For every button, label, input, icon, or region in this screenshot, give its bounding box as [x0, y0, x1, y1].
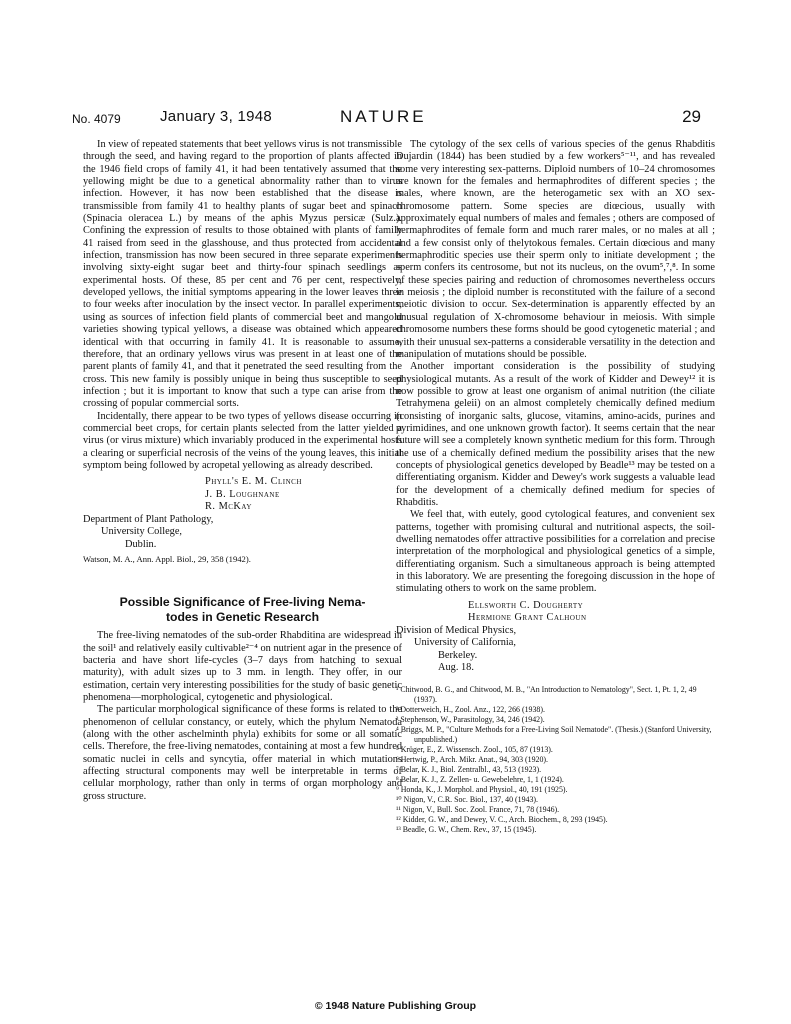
article1-signature: [83, 476, 402, 551]
reference-item: ⁴ Briggs, M. P., "Culture Methods for a Free-Living Soil Nematode". (Thesis.) (Stanford University, unpublished.): [396, 724, 712, 744]
reference-item: ¹⁰ Nigon, V., C.R. Soc. Biol., 137, 40 (1943).: [396, 794, 539, 804]
affiliation-line: Division of Medical Physics,: [396, 624, 517, 636]
article2-paragraph-2: The particular morphological significance of these forms is related to the phenomenon of cellular constancy, or eutely, which the phylum Nematoda (along with the other aschelminth phyla) exhibits for some or all somatic cells. Therefore, the free-living nematodes, containing at most a few hundred somatic nuclei in cells and syncytia, offer material in which mutations affecting structural components may well be interpretable in terms of cellular morphology, rather than only in terms of organ morphology and gross structure.: [83, 704, 402, 802]
journal-title: NATURE: [340, 107, 427, 126]
right-column: [396, 139, 715, 835]
affiliation-line: Department of Plant Pathology,: [83, 514, 214, 526]
article2-paragraph-1: The free-living nematodes of the sub-order Rhabditina are widespread in the soil¹ and relatively easily cultivable²⁻⁴ on nutrient agar in the presence of bacteria and have short life-cycles (3–7 days from hatching to sexual maturity), with adult sizes up to 3 mm. in length. They offer, in our estimation, certain very interesting possibilities for the study of basic genetic phenomena—morphological, cytogenetic and physiological.: [83, 630, 402, 703]
issue-number: No. 4079: [72, 112, 121, 126]
author-affiliation: [83, 514, 402, 551]
author-name: Ellsworth C. Dougherty: [468, 599, 584, 611]
article2-title-line: Possible Significance of Free-living Nema-: [119, 595, 366, 610]
page-header: [72, 108, 701, 128]
reference-item: ⁸ Belar, K. J., Z. Zellen- u. Gewebelehre, 1, 1 (1924).: [396, 774, 564, 784]
article2-paragraph-4: Another important consideration is the possibility of studying physiological mutants. As a result of the work of Kidder and Dewey¹² it is now possible to grow at least one organism of animal nutrition (the ciliate Tetrahymena geleii) on an almost completely chemically defined medium (consisting of inorganic salts, glucose, vitamins, amino-acids, purines and pyrimidines, and one unknown growth factor). It seems certain that the near future will see a completely known synthetic medium for this form. Through the use of a chemically defined medium the possibility arises that the new concepts of physiological genetics developed by Beadle¹³ may be tested on a differentiating organism. Kidder and Dewey's work suggests a valuable lead for the development of a chemically defined medium for species of Rhabditis.: [396, 361, 715, 508]
reference-item: ⁷ Belar, K. J., Biol. Zentralbl., 43, 513 (1923).: [396, 764, 542, 774]
article2-title: [83, 595, 402, 624]
left-column: [83, 139, 402, 803]
author-name: Phyll's E. M. Clinch: [205, 476, 302, 488]
reference-item: ¹² Kidder, G. W., and Dewey, V. C., Arch. Biochem., 8, 293 (1945).: [396, 814, 608, 824]
affiliation-line: University College,: [101, 526, 183, 538]
article2-paragraph-3: The cytology of the sex cells of various species of the genus Rhabditis Dujardin (1844) has been studied by a few workers⁵⁻¹¹, and has revealed some very interesting sex-patterns. Diploid numbers of 10–24 chromosomes are known for the females and hermaphrodites of different species ; the males, where known, are the heterogametic sex with an XO sex-chromosome pattern. Some species are diœcious, usually with approximately equal numbers of males and females ; others are composed of hermaphrodites of female form and much rarer males, or no males at all ; and a few consist only of thelytokous females. Certain diœcious and many hermaphroditic species use their sperm only to initiate development ; the sperm confers its centrosome, but not its nucleus, on the ovum⁵,⁷,⁸. In some of these species pairing and reduction of chromosomes nevertheless occurs in meiosis ; the diploid number is reconstituted with the failure of a second meiotic division to occur. Sex-determination is apparently effected by an unusual regulation of X-chromosome behaviour in meiosis. With simple chromosome numbers these forms should be good cytogenetic material ; and with their unusual sex-patterns a considerable versatility in the detection and manipulation of mutations should be possible.: [396, 139, 715, 360]
issue-date: January 3, 1948: [160, 108, 273, 125]
author-name: R. McKay: [205, 501, 252, 513]
reference-item: ¹ Chitwood, B. G., and Chitwood, M. B., "An Introduction to Nematology", Sect. 1, Pt. 1, 2, 49 (1937).: [396, 684, 697, 704]
article1-paragraph-1: In view of repeated statements that beet yellows virus is not transmissible through the seed, and having regard to the proportion of plants affected in the 1946 field crops of family 41, it had been tentatively assumed that the yellowing might be due to a genetical abnormality rather than to virus infection. However, it has now been established that the disease is transmissible from family 41 to healthy plants of sugar beet and spinach (Spinacia oleracea L.) by means of the aphis Myzus persicæ (Sulz.). Confining the expression of results to those obtained with plants of family 41 raised from seed in the glasshouse, and thus protected from accidental infection, transmission has now been secured in three separate experiments involving sixty-eight sugar beet and thirty-four spinach seedlings as experimental hosts. Of these, 85 per cent and 76 per cent, respectively, developed yellows, the initial symptoms appearing in the lower leaves three to four weeks after inoculation by the insect vector. In parallel experiments, using as sources of infection field plants of commercial beet and mangold varieties showing typical yellows, a disease was obtained which appeared identical with that occurring in family 41. It is reasonable to assume, therefore, that an ordinary yellows virus was present in at least one of the parent plants of family 41, and that it penetrated the seed resulting from the cross. This new family is possibly unique in being thus susceptible to seed infection ; but it is important to know that such a type can arise from the crossing of popular commercial sorts.: [83, 139, 402, 410]
reference-item: ³ Stephenson, W., Parasitology, 34, 246 (1942).: [396, 714, 545, 724]
copyright-notice: © 1948 Nature Publishing Group: [314, 1000, 477, 1012]
article2-references: [396, 685, 715, 835]
article2-signature: [396, 600, 715, 675]
reference-item: ⁶ Hertwig, P., Arch. Mikr. Anat., 94, 303 (1920).: [396, 754, 549, 764]
reference-item: ⁹ Honda, K., J. Morphol. and Physiol., 40, 191 (1925).: [396, 784, 568, 794]
article1-reference: Watson, M. A., Ann. Appl. Biol., 29, 358 (1942).: [83, 554, 251, 565]
reference-item: ⁵ Krüger, E., Z. Wissensch. Zool., 105, 87 (1913).: [396, 744, 553, 754]
author-name: Hermione Grant Calhoun: [468, 612, 587, 624]
author-name: J. B. Loughnane: [205, 488, 280, 500]
article2-paragraph-5: We feel that, with eutely, good cytological features, and convenient sex patterns, together with promising cultural and nutritional aspects, the soil-dwelling nematodes offer attractive possibilities for a correlation and precise interpretation of the morphological and physiological genetics of a simple, differentiating organism. Such a simultaneous approach is being attempted in this laboratory. We are presenting the foregoing discussion in the hope of stimulating others to work on the same problem.: [396, 509, 715, 595]
affiliation-line: University of California,: [414, 637, 516, 649]
reference-item: ¹³ Beadle, G. W., Chem. Rev., 37, 15 (1945).: [396, 824, 537, 834]
affiliation-line: Berkeley.: [438, 649, 478, 661]
article1-paragraph-2: Incidentally, there appear to be two types of yellows disease occurring in commercial beet crops, for certain plants selected from the latter yielded a virus (or virus mixture) which invariably produced in the experimental hosts a clearing or superficial necrosis of the veins of the young leaves, this initial symptom being followed by acropetal yellowing as already described.: [83, 410, 402, 471]
affiliation-line: Aug. 18.: [438, 662, 474, 674]
reference-item: ² Dotterweich, H., Zool. Anz., 122, 266 (1938).: [396, 704, 545, 714]
article2-title-line: todes in Genetic Research: [165, 609, 320, 624]
affiliation-line: Dublin.: [125, 538, 157, 550]
page-number: 29: [682, 107, 701, 126]
reference-item: ¹¹ Nigon, V., Bull. Soc. Zool. France, 71, 78 (1946).: [396, 804, 560, 814]
author-affiliation: [396, 625, 715, 675]
